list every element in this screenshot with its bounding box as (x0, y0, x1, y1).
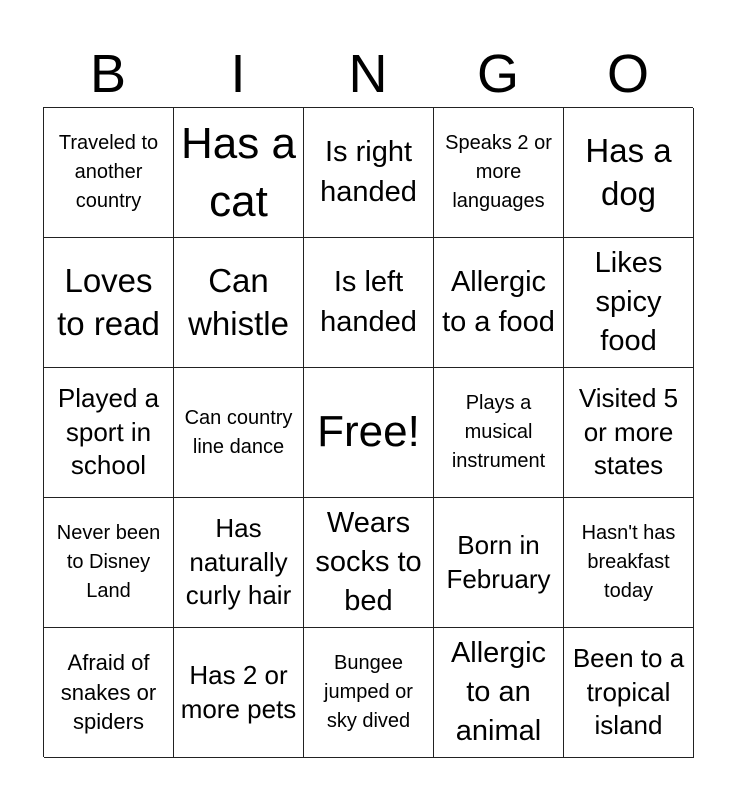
bingo-cell[interactable] (44, 498, 174, 628)
cell-text: Speaks 2 or more languages (445, 132, 552, 212)
cell-text: Wears socks to bed (315, 506, 422, 618)
bingo-cell[interactable] (434, 498, 564, 628)
cell-text: Has 2 or more pets (180, 659, 297, 724)
cell-text: Born in February (446, 529, 551, 594)
bingo-cell[interactable] (44, 238, 174, 368)
cell-text: Likes spicy food (594, 246, 663, 358)
cell-text: Has naturally curly hair (185, 512, 292, 611)
cell-text: Allergic to an animal (450, 636, 547, 748)
bingo-cell[interactable] (44, 628, 174, 758)
bingo-cell[interactable] (174, 498, 304, 628)
header-letter-b: B (89, 44, 127, 104)
bingo-cell[interactable] (434, 368, 564, 498)
bingo-header (43, 40, 693, 108)
cell-text: Never been to Disney Land (56, 522, 161, 602)
bingo-cell[interactable] (304, 108, 434, 238)
cell-text: Free! (317, 407, 420, 457)
cell-text: Plays a musical instrument (451, 392, 546, 472)
cell-text: Allergic to a food (442, 266, 555, 338)
bingo-cell[interactable] (174, 108, 304, 238)
bingo-cell[interactable] (434, 628, 564, 758)
cell-text: Has a cat (181, 119, 296, 226)
bingo-cell[interactable] (564, 628, 694, 758)
cell-text: Has a dog (585, 131, 672, 212)
header-letter-g: G (476, 44, 519, 104)
bingo-cell[interactable] (434, 238, 564, 368)
bingo-cell[interactable] (304, 238, 434, 368)
bingo-cell[interactable] (174, 368, 304, 498)
cell-text: Been to a tropical island (572, 642, 685, 741)
cell-text: Traveled to another country (58, 132, 159, 212)
cell-text: Hasn't has breakfast today (581, 522, 676, 602)
bingo-cell[interactable] (564, 108, 694, 238)
cell-text: Can whistle (188, 261, 289, 342)
bingo-cell[interactable] (564, 238, 694, 368)
bingo-cell[interactable] (304, 498, 434, 628)
cell-text: Visited 5 or more states (578, 382, 679, 481)
bingo-cell[interactable] (44, 108, 174, 238)
bingo-board (43, 107, 693, 757)
cell-text: Played a sport in school (57, 382, 160, 481)
bingo-cell[interactable] (564, 368, 694, 498)
bingo-cell[interactable] (304, 628, 434, 758)
header-letter-o: O (606, 44, 649, 104)
cell-text: Is right handed (320, 136, 417, 208)
cell-text: Can country line dance (184, 406, 293, 458)
cell-text: Bungee jumped or sky dived (324, 652, 413, 732)
cell-text: Loves to read (57, 261, 160, 342)
bingo-cell[interactable] (434, 108, 564, 238)
bingo-cell[interactable] (174, 238, 304, 368)
header-letter-i: I (230, 44, 246, 104)
cell-text: Afraid of snakes or spiders (60, 649, 157, 735)
bingo-cell[interactable] (174, 628, 304, 758)
header-letter-n: N (348, 44, 388, 104)
cell-text: Is left handed (320, 266, 417, 338)
bingo-cell[interactable] (564, 498, 694, 628)
bingo-cell[interactable] (44, 368, 174, 498)
free-space-cell[interactable] (304, 368, 434, 498)
